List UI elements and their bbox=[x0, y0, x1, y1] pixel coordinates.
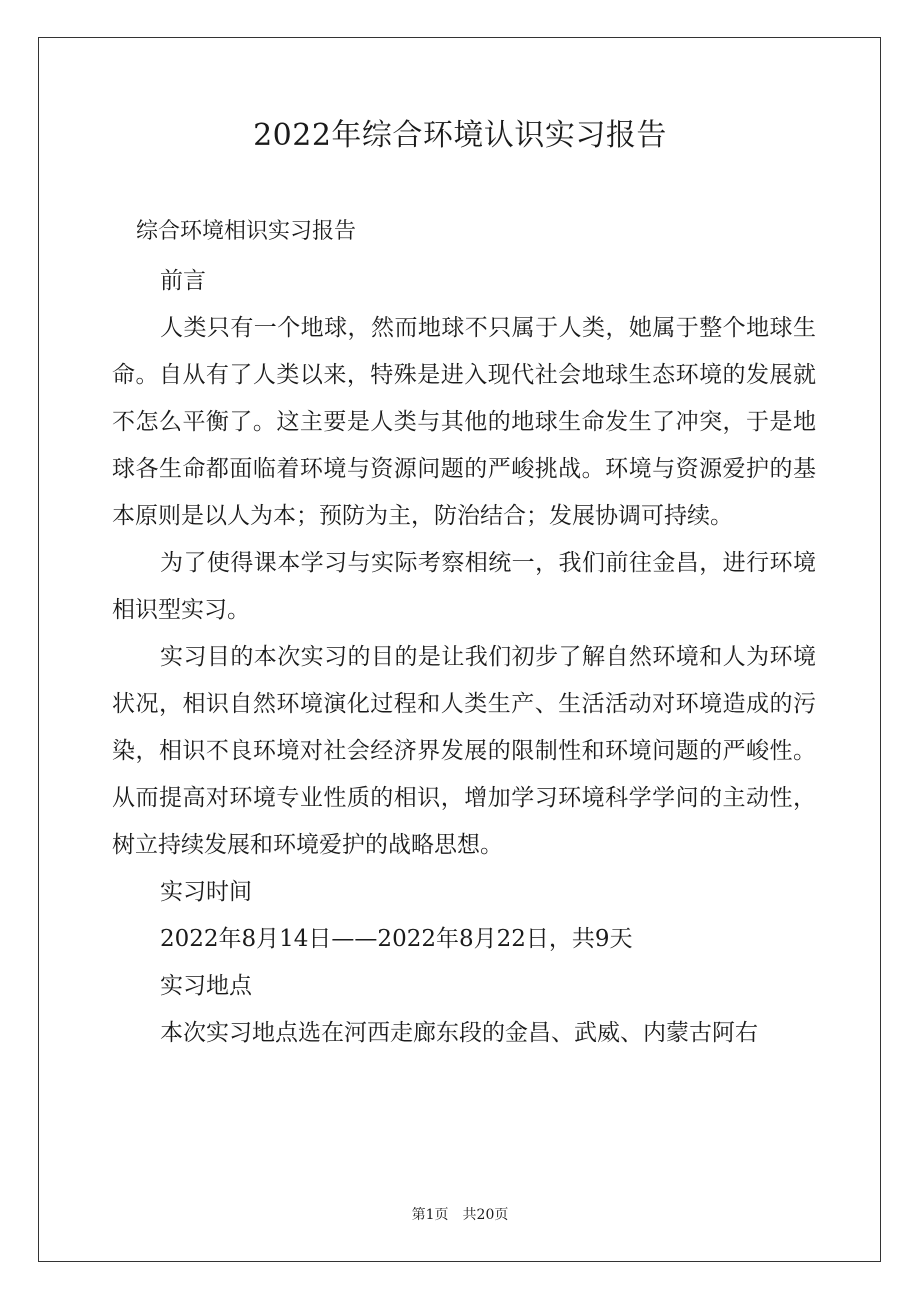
paragraph-intro: 人类只有一个地球，然而地球不只属于人类，她属于整个地球生命。自从有了人类以来，特殊是进入现代社会地球生态环境的发展就不怎么平衡了。这主要是人类与其他的地球生命发生了冲突，于是地球各生命都面临着环境与资源问题的严峻挑战。环境与资源爱护的基本原则是以人为本；预防为主，防治结合；发展协调可持续。 bbox=[112, 315, 816, 529]
page-number: 第1页 bbox=[411, 1207, 449, 1223]
section-heading-location: 实习地点 bbox=[160, 973, 252, 999]
page-footer bbox=[0, 1205, 920, 1225]
document-title: 2022年综合环境认识实习报告 bbox=[253, 118, 667, 153]
paragraph-dates: 2022年8月14日——2022年8月22日，共9天 bbox=[160, 926, 633, 952]
page-total: 共20页 bbox=[462, 1207, 509, 1223]
paragraph-purpose-location: 为了使得课本学习与实际考察相统一，我们前往金昌，进行环境相识型实习。 bbox=[112, 550, 816, 623]
report-subtitle: 综合环境相识实习报告 bbox=[136, 219, 357, 244]
paragraph-objectives: 实习目的本次实习的目的是让我们初步了解自然环境和人为环境状况，相识自然环境演化过程和人类生产、生活活动对环境造成的污染，相识不良环境对社会经济界发展的限制性和环境问题的严峻性。从而提高对环境专业性质的相识，增加学习环境科学学问的主动性，树立持续发展和环境爱护的战略思想。 bbox=[112, 644, 816, 858]
paragraph-location: 本次实习地点选在河西走廊东段的金昌、武威、内蒙古阿右 bbox=[160, 1020, 758, 1046]
section-heading-preface: 前言 bbox=[160, 268, 206, 294]
document-body bbox=[112, 258, 816, 1057]
section-heading-time: 实习时间 bbox=[160, 879, 252, 905]
